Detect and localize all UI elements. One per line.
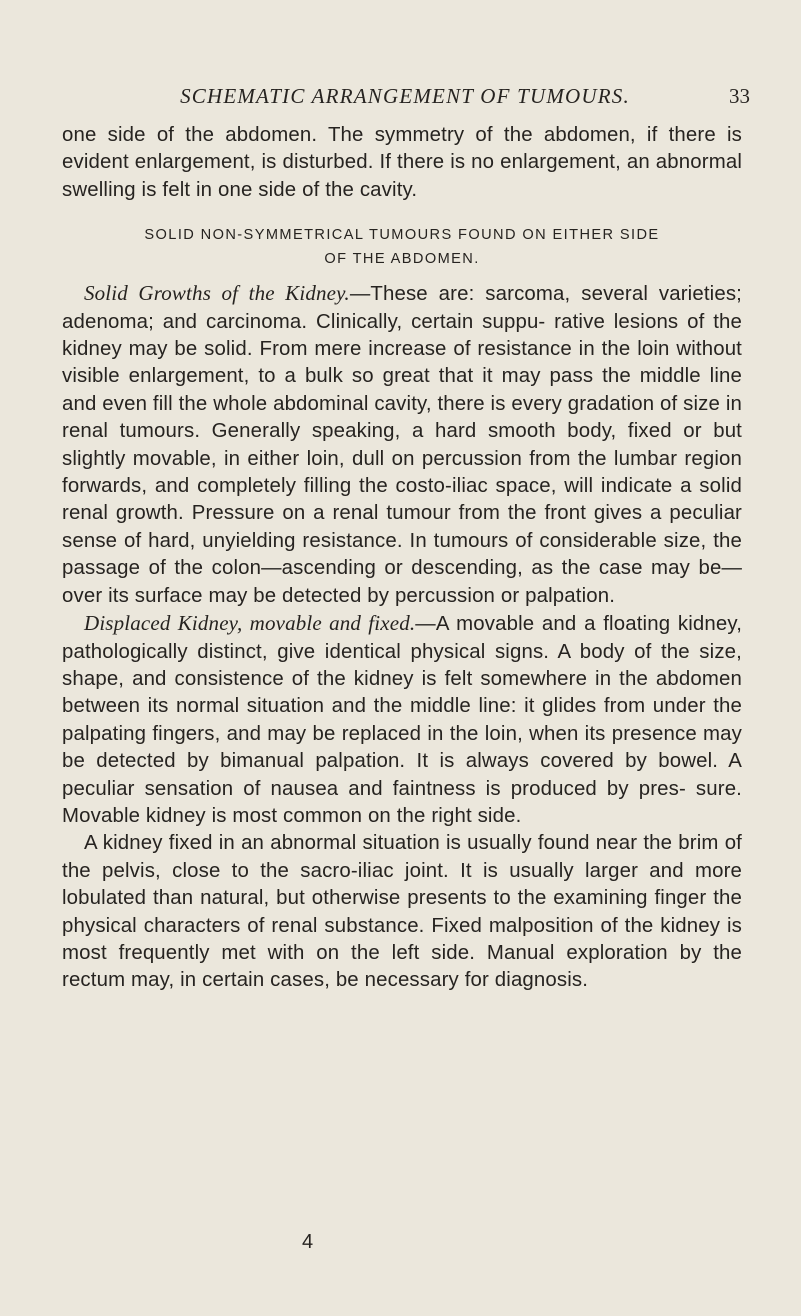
paragraph-displaced-kidney bbox=[62, 610, 742, 830]
running-title: SCHEMATIC ARRANGEMENT OF TUMOURS. bbox=[180, 84, 630, 108]
run-in-heading-solid-growths: Solid Growths of the Kidney. bbox=[84, 281, 350, 306]
section-heading-line-2: OF THE ABDOMEN. bbox=[324, 251, 480, 268]
paragraph-solid-growths-text: —These are: sarcoma, several varieties; adenoma; and carcinoma. Clinically, certain suppu- rative lesions of the kidney may be solid. From mere increase of resistance in the loin without visible enlargement, to a bulk so great that it may pass the middle line and even fill the whole abdominal cavity, there is every gradation of size in renal tumours. Generally speaking, a hard smooth body, fixed or but slightly movable, in either loin, dull on percussion from the lumbar region forwards, and completely filling the costo-iliac space, will indicate a solid renal growth. Pressure on a renal tumour from the front gives a peculiar sense of hard, unyielding resistance. In tumours of considerable size, the passage of the colon—ascending or descending, as the case may be—over its surface may be detected by percussion or palpation. bbox=[62, 283, 742, 607]
page-number: 33 bbox=[729, 84, 750, 108]
paragraph-solid-growths bbox=[62, 280, 742, 610]
paragraph-fixed-kidney: A kidney fixed in an abnormal situation is usually found near the brim of the pelvis, close to the sacro-iliac joint. It is usually larger and more lobulated than natural, but otherwise presents to the examining finger the physical characters of renal substance. Fixed malposition of the kidney is most frequently met with on the left side. Manual exploration by the rectum may, in certain cases, be necessary for diagnosis. bbox=[62, 832, 742, 992]
signature-mark: 4 bbox=[302, 1231, 314, 1253]
running-head bbox=[60, 82, 750, 112]
continuation-paragraph: one side of the abdomen. The symmetry of the abdomen, if there is evident enlargement, is disturbed. If there is no enlargement, an abnormal swelling is felt in one side of the cavity. bbox=[62, 124, 742, 201]
run-in-heading-displaced-kidney: Displaced Kidney, movable and fixed. bbox=[84, 611, 416, 636]
section-heading-line-1: SOLID NON-SYMMETRICAL TUMOURS FOUND ON EITHER SIDE bbox=[144, 227, 660, 244]
section-heading bbox=[62, 223, 742, 271]
page-body bbox=[62, 122, 742, 995]
paragraph-displaced-kidney-text: —A movable and a floating kidney, pathologically distinct, give identical physical signs. A body of the size, shape, and consistence of the kidney is felt somewhere in the abdomen between its normal situation and the middle line: it glides from under the palpating fingers, and may be replaced in the loin, when its presence may be detected by bimanual palpation. It is always covered by bowel. A peculiar sensation of nausea and faintness is produced by pres- sure. Movable kidney is most common on the right side. bbox=[62, 613, 743, 827]
